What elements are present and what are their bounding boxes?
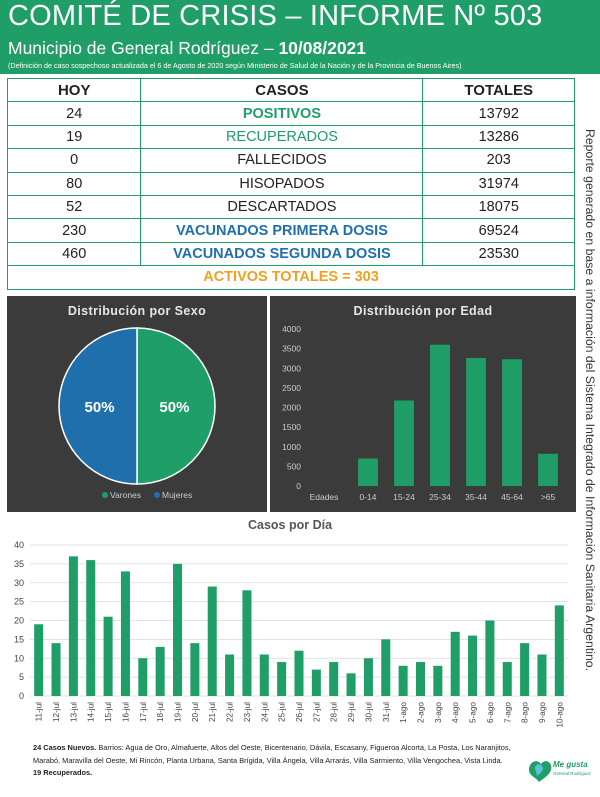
x-tick-label: 3-ago xyxy=(433,702,443,723)
age-bar xyxy=(358,459,378,486)
case-label-cell: FALLECIDOS xyxy=(141,149,423,172)
daily-bar xyxy=(86,560,95,696)
x-tick-label: 7-ago xyxy=(503,702,513,723)
x-tick-label: 25-34 xyxy=(429,492,451,502)
daily-bar xyxy=(208,587,217,696)
header-casos: CASOS xyxy=(141,79,423,102)
daily-bar xyxy=(34,624,43,696)
definition-note: (Definición de caso sospechoso actualizada el 6 de Agosto de 2020 según Ministerio de Salud de la Nación y de la Provincia de Buenos Aires) xyxy=(8,61,462,70)
x-axis-prefix: Edades xyxy=(309,492,339,502)
y-tick-label: 2000 xyxy=(282,402,301,413)
age-bar xyxy=(394,400,414,486)
daily-bar xyxy=(277,662,286,696)
y-tick-label: 3000 xyxy=(282,363,301,374)
x-tick-label: 30-jul xyxy=(364,702,374,723)
recovered-note: 19 Recuperados. xyxy=(33,768,93,777)
age-bar xyxy=(502,359,522,486)
daily-bar xyxy=(555,605,564,696)
hoy-cell: 80 xyxy=(8,172,141,195)
daily-bar xyxy=(294,651,303,696)
daily-bar xyxy=(312,670,321,696)
report-subtitle xyxy=(8,38,366,59)
daily-cases-chart xyxy=(0,535,580,735)
legend-marker xyxy=(154,492,160,498)
x-tick-label: 28-jul xyxy=(329,702,339,723)
legend-marker xyxy=(102,492,108,498)
y-tick-label: 0 xyxy=(296,481,301,491)
x-tick-label: 1-ago xyxy=(399,702,409,723)
x-tick-label: 18-jul xyxy=(156,702,166,723)
hoy-cell: 0 xyxy=(8,149,141,172)
y-tick-label: 10 xyxy=(13,653,24,664)
daily-bar xyxy=(468,636,477,696)
age-bar xyxy=(538,454,558,486)
table-row xyxy=(8,195,575,218)
y-tick-label: 30 xyxy=(13,577,24,588)
y-tick-label: 1000 xyxy=(282,441,301,452)
x-tick-label: 11-jul xyxy=(34,702,44,722)
header-banner xyxy=(0,0,600,74)
x-tick-label: 26-jul xyxy=(295,702,304,723)
daily-bar xyxy=(156,647,165,696)
case-label-cell: DESCARTADOS xyxy=(141,195,423,218)
hoy-cell: 19 xyxy=(8,125,141,148)
daily-bar xyxy=(190,643,199,696)
sex-pie-chart xyxy=(7,296,267,512)
total-cell: 203 xyxy=(423,149,575,172)
x-tick-label: 24-jul xyxy=(260,702,270,723)
table-footer-row xyxy=(8,266,575,289)
daily-bar xyxy=(416,662,425,696)
y-tick-label: 15 xyxy=(13,634,24,645)
hoy-cell: 460 xyxy=(8,242,141,265)
sex-chart-title: Distribución por Sexo xyxy=(67,304,207,318)
table-row xyxy=(8,219,575,242)
table-header-row xyxy=(8,79,575,102)
daily-bar xyxy=(451,632,460,696)
daily-bar xyxy=(399,666,408,696)
daily-bar xyxy=(173,564,182,696)
x-tick-label: 16-jul xyxy=(121,702,131,723)
age-distribution-panel xyxy=(270,296,576,512)
pie-value-label: 50% xyxy=(84,399,115,416)
x-tick-label: 12-jul xyxy=(52,702,62,723)
municipality-logo xyxy=(525,756,592,786)
sex-distribution-panel xyxy=(7,296,267,512)
new-cases-neighborhoods: Barrios: Agua de Oro, Almafuerte, Altos del Oeste, Bicentenario, Dávila, Escasany, Figueroa Alcorta, La Posta, Los Naranjitos, Marabó, Maravilla del Oeste, Mi Rincón, Planta Urbana, Santa Brígida, Villa Ángela, Villa Arrarás, Villa Sarmiento, Villa Vengochea, Vista Linda. xyxy=(33,743,511,765)
y-tick-label: 2500 xyxy=(282,382,301,393)
y-tick-label: 5 xyxy=(18,672,24,683)
x-tick-label: 9-ago xyxy=(537,702,547,723)
daily-bar xyxy=(242,590,251,696)
daily-bar xyxy=(52,643,61,696)
x-tick-label: 0-14 xyxy=(359,492,377,502)
x-tick-label: 35-44 xyxy=(465,492,487,502)
logo-text: Me gusta xyxy=(553,760,588,769)
x-tick-label: 27-jul xyxy=(312,702,322,723)
header-hoy: HOY xyxy=(8,79,141,102)
daily-bar xyxy=(225,654,234,696)
y-tick-label: 500 xyxy=(286,461,301,472)
table-row xyxy=(8,102,575,125)
x-tick-label: 10-ago xyxy=(555,702,565,728)
pie-value-label: 50% xyxy=(159,399,190,416)
y-tick-label: 40 xyxy=(13,540,24,550)
total-cell: 31974 xyxy=(423,172,575,195)
case-label-cell: HISOPADOS xyxy=(141,172,423,195)
total-cell: 13286 xyxy=(423,125,575,148)
x-tick-label: 14-jul xyxy=(86,702,96,723)
total-cell: 23530 xyxy=(423,242,575,265)
x-tick-label: 21-jul xyxy=(208,702,218,723)
y-tick-label: 4000 xyxy=(282,324,301,334)
x-tick-label: 22-jul xyxy=(225,702,235,723)
case-label-cell: VACUNADOS PRIMERA DOSIS xyxy=(141,219,423,242)
daily-bar xyxy=(69,556,78,696)
source-side-label: Reporte generado en base a información del Sistema Integrado de Información Sanitaria Argentino. xyxy=(583,128,597,672)
source-side-text xyxy=(583,120,600,680)
x-tick-label: 15-jul xyxy=(104,702,114,723)
y-tick-label: 0 xyxy=(18,691,24,701)
total-cell: 13792 xyxy=(423,102,575,125)
daily-bar xyxy=(260,654,269,696)
x-tick-label: 20-jul xyxy=(190,702,200,723)
x-tick-label: 13-jul xyxy=(69,702,79,723)
table-row xyxy=(8,172,575,195)
report-date: 10/08/2021 xyxy=(278,38,367,58)
x-tick-label: 2-ago xyxy=(416,702,426,723)
case-label-cell: VACUNADOS SEGUNDA DOSIS xyxy=(141,242,423,265)
case-label-cell: POSITIVOS xyxy=(141,102,423,125)
x-tick-label: 5-ago xyxy=(468,702,478,723)
x-tick-label: 31-jul xyxy=(381,702,391,723)
daily-bar xyxy=(381,639,390,696)
hoy-cell: 52 xyxy=(8,195,141,218)
hoy-cell: 230 xyxy=(8,219,141,242)
daily-bar xyxy=(104,617,113,696)
x-tick-label: 45-64 xyxy=(501,492,523,502)
daily-bar xyxy=(121,571,130,696)
x-tick-label: >65 xyxy=(540,492,556,502)
legend-label: Varones xyxy=(110,490,142,500)
daily-bar xyxy=(347,673,356,696)
x-tick-label: 29-jul xyxy=(347,702,357,723)
legend-label: Mujeres xyxy=(162,490,193,500)
cases-table xyxy=(7,78,575,290)
daily-bar xyxy=(329,662,338,696)
total-cell: 69524 xyxy=(423,219,575,242)
daily-bar xyxy=(364,658,373,696)
municipality-label: Municipio de General Rodríguez – xyxy=(8,38,279,58)
age-bar xyxy=(430,345,450,486)
table-row xyxy=(8,125,575,148)
x-tick-label: 4-ago xyxy=(451,702,461,723)
y-tick-label: 20 xyxy=(13,615,24,626)
daily-cases-title: Casos por Día xyxy=(247,518,333,532)
report-title: COMITÉ DE CRISIS – INFORME Nº 503 xyxy=(8,0,543,32)
x-tick-label: 19-jul xyxy=(173,702,183,723)
table-row xyxy=(8,149,575,172)
daily-bar xyxy=(138,658,147,696)
y-tick-label: 35 xyxy=(13,558,24,569)
active-total-cell: ACTIVOS TOTALES = 303 xyxy=(8,266,575,289)
new-cases-note xyxy=(33,742,513,767)
y-tick-label: 25 xyxy=(13,596,24,607)
daily-bar xyxy=(520,643,529,696)
x-tick-label: 8-ago xyxy=(520,702,530,723)
x-tick-label: 6-ago xyxy=(485,702,495,723)
x-tick-label: 25-jul xyxy=(277,702,287,723)
header-totales: TOTALES xyxy=(423,79,575,102)
hoy-cell: 24 xyxy=(8,102,141,125)
y-tick-label: 1500 xyxy=(282,422,301,433)
age-chart-title: Distribución por Edad xyxy=(353,304,493,318)
daily-bar xyxy=(433,666,442,696)
case-label-cell: RECUPERADOS xyxy=(141,125,423,148)
x-tick-label: 23-jul xyxy=(242,702,252,723)
x-tick-label: 17-jul xyxy=(138,702,148,723)
age-bar xyxy=(466,358,486,486)
total-cell: 18075 xyxy=(423,195,575,218)
daily-bar xyxy=(485,621,494,697)
age-bar-chart xyxy=(270,296,576,512)
logo-subtext: General Rodríguez xyxy=(553,771,592,776)
daily-bar xyxy=(537,654,546,696)
new-cases-count: 24 Casos Nuevos. xyxy=(33,743,97,752)
daily-bar xyxy=(503,662,512,696)
x-tick-label: 15-24 xyxy=(393,492,415,502)
table-row xyxy=(8,242,575,265)
y-tick-label: 3500 xyxy=(282,343,301,354)
